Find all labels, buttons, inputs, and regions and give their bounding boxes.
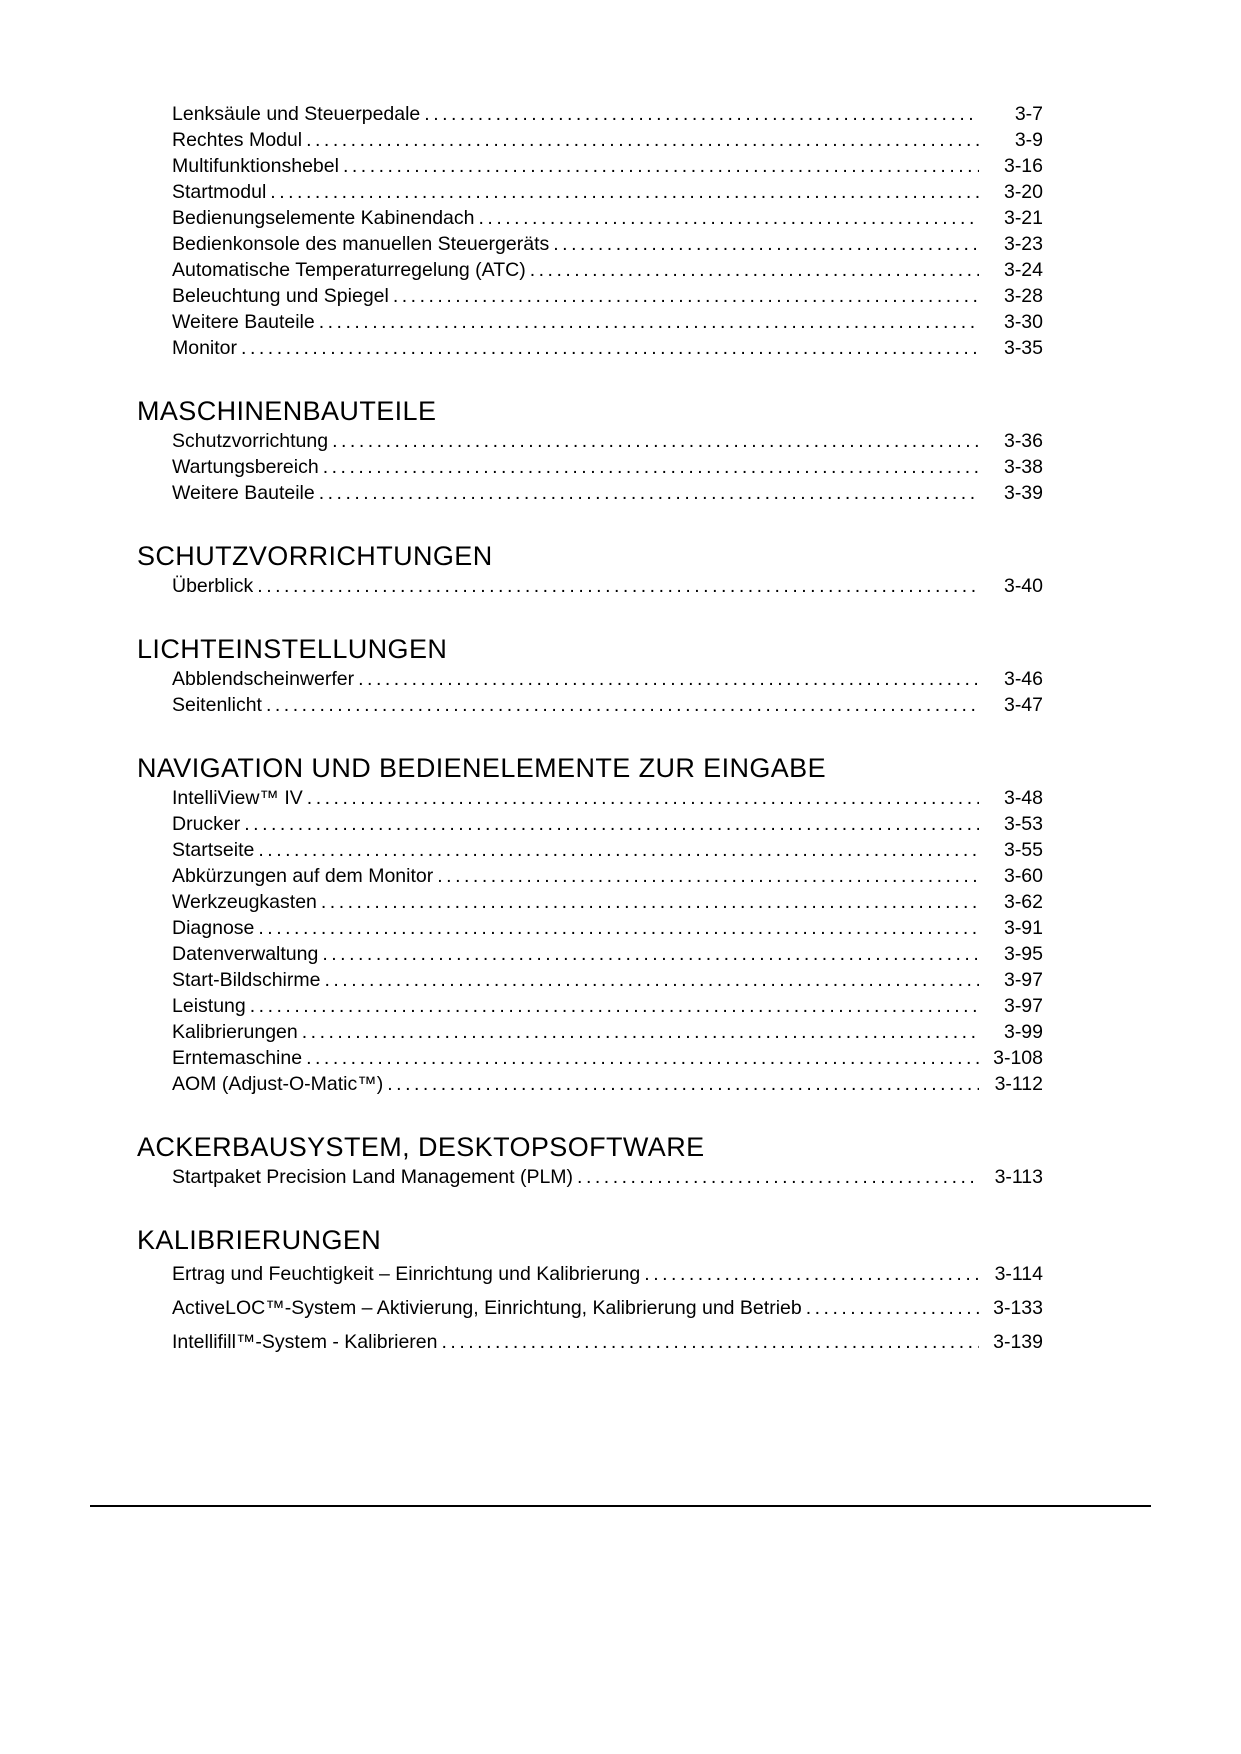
toc-entry [137,1257,1043,1291]
toc-entry [137,941,1043,967]
toc-entry-page: 3-47 [1003,694,1043,716]
toc-leader-dots [577,1164,979,1190]
toc-leader-dots [250,993,979,1019]
toc-entry-page: 3-97 [1003,995,1043,1017]
toc-entry-label: Werkzeugkasten [172,891,317,913]
toc-entry [137,127,1043,153]
toc-entry [137,480,1043,506]
toc-section [137,632,1043,718]
toc-entry [137,101,1043,127]
toc-entry [137,785,1043,811]
toc-entry [137,811,1043,837]
toc-leader-dots [306,127,979,153]
toc-entry [137,309,1043,335]
toc-entry-label: Start-Bildschirme [172,969,321,991]
toc-entry-page: 3-23 [1003,233,1043,255]
toc-section [137,1130,1043,1190]
toc-entry-label: Erntemaschine [172,1047,303,1069]
toc-entry-label: Bedienungselemente Kabinendach [172,207,475,229]
toc-entry-page: 3-108 [993,1047,1043,1069]
toc-entry-page: 3-99 [1003,1021,1043,1043]
toc-entry-page: 3-40 [1003,575,1043,597]
toc-entry-label: Startpaket Precision Land Management (PLM) [172,1166,574,1188]
toc-section [137,394,1043,506]
toc-entry [137,915,1043,941]
toc-entry [137,428,1043,454]
toc-entry [137,1045,1043,1071]
toc-entry [137,257,1043,283]
toc-entry-page: 3-53 [1003,813,1043,835]
toc-entry-label: Automatische Temperaturregelung (ATC) [172,259,526,281]
toc-entry-label: Monitor [172,337,238,359]
toc-entry-page: 3-7 [1014,103,1043,125]
toc-leader-dots [324,967,979,993]
toc-leader-dots [307,785,979,811]
toc-leader-dots [244,811,979,837]
toc-entry-label: IntelliView™ IV [172,787,303,809]
toc-leader-dots [270,179,979,205]
toc-entry-page: 3-95 [1003,943,1043,965]
toc-leader-dots [387,1071,979,1097]
toc-entry-label: Abblendscheinwerfer [172,668,355,690]
toc-entry-label: Datenverwaltung [172,943,319,965]
toc-entry-page: 3-30 [1003,311,1043,333]
toc-entry-page: 3-24 [1003,259,1043,281]
toc-entry-page: 3-62 [1003,891,1043,913]
toc-entry [137,179,1043,205]
toc-entry-label: Diagnose [172,917,255,939]
toc-entry-label: Rechtes Modul [172,129,303,151]
toc-leader-dots [258,915,979,941]
toc-entry [137,692,1043,718]
toc-entry-page: 3-39 [1003,482,1043,504]
toc-leader-dots [530,257,979,283]
toc-entry-label: Intellifill™-System - Kalibrieren [172,1331,438,1353]
toc-entry-page: 3-55 [1003,839,1043,861]
toc-list [137,101,1043,1359]
toc-entry-label: Bedienkonsole des manuellen Steuergeräts [172,233,550,255]
toc-leader-dots [319,480,979,506]
section-title: LICHTEINSTELLUNGEN [137,634,448,664]
toc-entry-label: Seitenlicht [172,694,262,716]
toc-entry-label: Ertrag und Feuchtigkeit – Einrichtung und Kalibrierung [172,1263,641,1285]
toc-leader-dots [332,428,979,454]
toc-entry-page: 3-91 [1003,917,1043,939]
toc-entry-label: Weitere Bauteile [172,311,315,333]
toc-entry-page: 3-36 [1003,430,1043,452]
toc-entry-label: Startmodul [172,181,267,203]
toc-entry-label: Wartungsbereich [172,456,319,478]
toc-entry-page: 3-38 [1003,456,1043,478]
toc-leader-dots [644,1257,979,1291]
toc-section [137,1223,1043,1359]
section-title: KALIBRIERUNGEN [137,1225,382,1255]
toc-entry-label: ActiveLOC™-System – Aktivierung, Einrichtung, Kalibrierung und Betrieb [172,1297,802,1319]
section-title: ACKERBAUSYSTEM, DESKTOPSOFTWARE [137,1132,705,1162]
toc-leader-dots [358,666,979,692]
toc-entry-label: Lenksäule und Steuerpedale [172,103,421,125]
toc-entry [137,863,1043,889]
section-title: SCHUTZVORRICHTUNGEN [137,541,493,571]
toc-entry-label: AOM (Adjust-O-Matic™) [172,1073,384,1095]
toc-entry-page: 3-20 [1003,181,1043,203]
toc-entry [137,231,1043,257]
toc-entry-page: 3-48 [1003,787,1043,809]
toc-entry-page: 3-60 [1003,865,1043,887]
toc-entry [137,993,1043,1019]
toc-entry-page: 3-9 [1014,129,1043,151]
toc-entry-page: 3-133 [993,1297,1043,1319]
section-title: NAVIGATION UND BEDIENELEMENTE ZUR EINGABE [137,753,827,783]
toc-section [137,101,1043,361]
toc-leader-dots [266,692,979,718]
toc-entry-label: Leistung [172,995,246,1017]
toc-entry-label: Überblick [172,575,254,597]
toc-entry-label: Abkürzungen auf dem Monitor [172,865,434,887]
toc-leader-dots [553,231,979,257]
toc-leader-dots [257,573,979,599]
toc-entry [137,205,1043,231]
toc-entry-page: 3-97 [1003,969,1043,991]
toc-leader-dots [319,309,979,335]
toc-leader-dots [321,889,979,915]
toc-leader-dots [258,837,979,863]
toc-entry [137,1071,1043,1097]
toc-entry [137,153,1043,179]
toc-leader-dots [393,283,979,309]
toc-entry [137,1164,1043,1190]
section-title: MASCHINENBAUTEILE [137,396,437,426]
toc-entry [137,573,1043,599]
toc-entry [137,1291,1043,1325]
toc-entry-page: 3-139 [993,1331,1043,1353]
toc-entry-label: Kalibrierungen [172,1021,298,1043]
toc-entry-page: 3-46 [1003,668,1043,690]
toc-entry [137,666,1043,692]
toc-entry-page: 3-114 [994,1263,1043,1285]
toc-leader-dots [306,1045,979,1071]
toc-entry-page: 3-112 [994,1073,1043,1095]
toc-entry [137,837,1043,863]
toc-entry-page: 3-113 [994,1166,1043,1188]
toc-entry-label: Schutzvorrichtung [172,430,329,452]
toc-leader-dots [241,335,979,361]
toc-entry-label: Beleuchtung und Spiegel [172,285,389,307]
toc-leader-dots [424,101,979,127]
toc-entry [137,454,1043,480]
toc-entry [137,967,1043,993]
toc-entry-label: Startseite [172,839,255,861]
toc-leader-dots [302,1019,979,1045]
toc-entry-page: 3-16 [1003,155,1043,177]
toc-leader-dots [322,941,979,967]
toc-section [137,539,1043,599]
toc-leader-dots [343,153,979,179]
toc-entry-label: Weitere Bauteile [172,482,315,504]
toc-leader-dots [442,1325,980,1359]
toc-entry [137,889,1043,915]
toc-entry-label: Drucker [172,813,241,835]
toc-entry [137,1325,1043,1359]
toc-leader-dots [437,863,979,889]
toc-leader-dots [806,1291,979,1325]
toc-entry [137,335,1043,361]
toc-entry-page: 3-35 [1003,337,1043,359]
toc-entry-page: 3-28 [1003,285,1043,307]
toc-entry [137,283,1043,309]
toc-entry-label: Multifunktionshebel [172,155,339,177]
toc-entry-page: 3-21 [1003,207,1043,229]
toc-section [137,751,1043,1097]
toc-leader-dots [323,454,979,480]
toc-entry [137,1019,1043,1045]
toc-leader-dots [479,205,980,231]
footer-rule [90,1505,1151,1507]
